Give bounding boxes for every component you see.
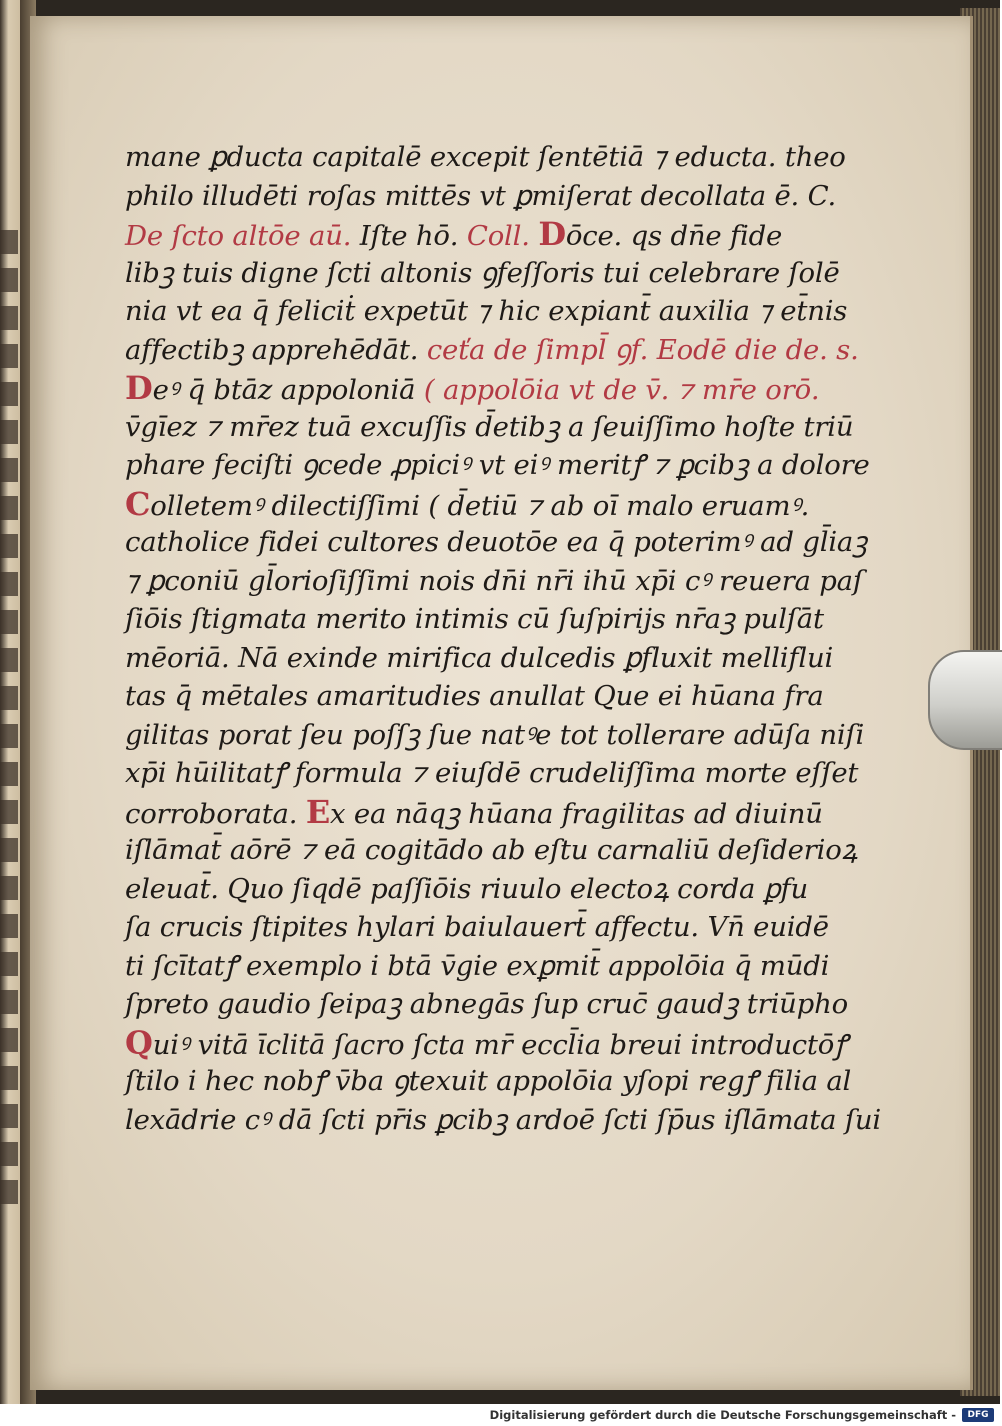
facing-page-line-fragment: [0, 800, 18, 824]
page-clip-holder: [928, 650, 1002, 750]
text-line: [125, 408, 854, 447]
facing-page-line-fragment: [0, 344, 18, 368]
facing-page-line-fragment: [0, 382, 18, 406]
body-text: iſlāmat̄ aōrē ⁊ eā cogitādo ab eſtu carnaliū deſiderioꝝ: [125, 834, 858, 866]
body-text: ſtilo i hec nobꝭ v̄ba ꝯtexuit appolōia yſopi regꝭ filia al: [125, 1065, 852, 1097]
body-text: x ea nāqꝫ hūana fragilitas ad diuinū: [330, 797, 823, 830]
red-initial: E: [305, 792, 331, 831]
body-text: Iſte hō.: [359, 220, 467, 252]
facing-page-line-fragment: [0, 762, 18, 786]
body-text: tas q̄ mētales amaritudies anullat Que ei hūana fra: [125, 680, 824, 712]
body-text: libꝫ tuis digne ſcti altonis ꝯfeſſoris tui celebrare ſolē: [125, 256, 840, 289]
text-line: [125, 600, 824, 639]
facing-page-line-fragment: [0, 572, 18, 596]
facing-page-line-fragment: [0, 1180, 18, 1204]
red-initial: C: [125, 484, 151, 523]
text-line: [125, 792, 823, 832]
red-initial: D: [125, 369, 153, 407]
body-text: ſiōis ſtigmata merito intimis cū ſuſpirijs nr̄aꝫ pulſāt: [125, 603, 824, 635]
text-line: [125, 831, 858, 870]
text-line: [125, 677, 824, 716]
text-line: [125, 446, 870, 485]
facing-page-line-fragment: [0, 1066, 18, 1090]
body-text: lexādrie cꝰ dā ſcti pr̄is ꝑcibꝫ ardoē ſcti ſp̄us iſlāmata ſui: [125, 1103, 881, 1136]
facing-page-line-fragment: [0, 420, 18, 444]
body-text: ōce. qs dn̄e fide: [565, 220, 783, 252]
facing-page-line-fragment: [0, 952, 18, 976]
body-text: phare feciſti ꝯcede ꝓpiciꝰ vt eiꝰ meritꝭ ⁊ ꝑcibꝫ a dolore: [125, 449, 870, 481]
facing-page-line-fragment: [0, 610, 18, 634]
body-text: gilitas porat ſeu poſſꝫ ſue natꝰe tot tollerare adūſa niſi: [125, 718, 865, 751]
facing-page-line-fragment: [0, 686, 18, 710]
body-text: nia vt ea q̄ feliciṫ expetūt ⁊ hic expiant̄ auxilia ⁊ et̄nis: [125, 295, 848, 327]
text-line: [125, 985, 848, 1024]
body-text: olletemꝰ dilectiſſimi ( d̄etiū ⁊ ab oī malo eruamꝰ.: [150, 489, 810, 522]
facing-page-line-fragment: [0, 268, 18, 292]
body-text: ti ſcītatꝭ exemplo i btā v̄gie exꝑmit̄ appolōia q̄ mūdi: [125, 949, 830, 982]
body-text: eꝰ q̄ btāz appoloniā: [152, 374, 424, 406]
facing-page-line-fragment: [0, 230, 18, 254]
body-text: ſa crucis ſtipites hylari baiulauert̄ affectu. Vn̄ euidē: [125, 911, 829, 943]
body-text: catholice fidei cultores deuotōe ea q̄ poterimꝰ ad gl̄iaꝫ: [125, 526, 867, 558]
body-text: affectibꝫ apprehēdāt.: [125, 333, 427, 366]
text-line: [125, 254, 840, 293]
facing-page-line-fragment: [0, 458, 18, 482]
facing-page-line-fragment: [0, 534, 18, 558]
body-text: ſpreto gaudio ſeipaꝫ abnegās ſup cruc̄ gaudꝫ triūpho: [125, 988, 848, 1020]
text-line: [125, 484, 810, 524]
dfg-logo: DFG: [962, 1408, 994, 1422]
rubric-text: Coll.: [466, 220, 539, 252]
text-line: [125, 215, 783, 254]
facing-page-line-fragment: [0, 914, 18, 938]
text-line: [125, 331, 859, 370]
body-text: uiꝰ vitā īclitā ſacro ſcta mr̄ eccl̄ia breui introductōꝭ: [152, 1028, 847, 1061]
rubric-text: ( appolōia vt de v̄. ⁊ mr̄e orō.: [423, 374, 820, 406]
text-line: [125, 292, 848, 331]
digitization-footer: [0, 1404, 1000, 1426]
text-line: [125, 1062, 852, 1101]
text-line: [125, 908, 829, 947]
text-line: [125, 1101, 881, 1140]
facing-page-line-fragment: [0, 838, 18, 862]
body-text: v̄gīez ⁊ mr̄ez tuā excuſſis d̄etibꝫ a ſeuiſſimo hoſte triū: [125, 410, 854, 443]
facing-page-line-fragment: [0, 1142, 18, 1166]
text-line: [125, 754, 859, 793]
text-line: [125, 870, 808, 909]
body-text: xp̄i hūilitatꝭ formula ⁊ eiuſdē crudeliſſima morte eſſet: [125, 757, 859, 789]
body-text: corroborata.: [125, 797, 306, 830]
text-line: [125, 1023, 847, 1063]
text-line: [125, 562, 863, 601]
text-line: [125, 716, 865, 755]
facing-page-line-fragment: [0, 648, 18, 672]
facing-page-line-fragment: [0, 724, 18, 748]
body-text: ⁊ ꝑconiū gl̄orioſiſſimi nois dn̄i nr̄i ihū xp̄i cꝰ reuera paſ: [125, 564, 863, 597]
facing-page-line-fragment: [0, 1028, 18, 1052]
facing-page-line-fragment: [0, 306, 18, 330]
body-text: mane ꝑducta capitalē excepit ſentētiā ⁊ educta. theo: [125, 141, 846, 173]
rubric-text: De ſcto altōe aū.: [125, 220, 360, 252]
text-line: [125, 177, 837, 216]
facing-page-line-fragment: [0, 876, 18, 900]
text-line: [125, 639, 834, 678]
text-line: [125, 369, 820, 408]
body-text: philo illudēti roſas mittēs vt ꝑmiſerat decollata ē. C.: [125, 179, 837, 212]
footer-credit-text: Digitalisierung gefördert durch die Deutsche Forschungsgemeinschaft -: [489, 1408, 956, 1422]
red-initial: Q: [125, 1023, 153, 1062]
facing-page-line-fragment: [0, 1104, 18, 1128]
facing-page-line-fragment: [0, 990, 18, 1014]
facing-page-line-fragment: [0, 496, 18, 520]
text-line: [125, 947, 830, 986]
text-line: [125, 138, 846, 177]
body-text: mēoriā. Nā exinde mirifica dulcedis ꝑfluxit melliflui: [125, 641, 834, 674]
text-line: [125, 523, 867, 562]
printed-text-block: [125, 138, 881, 1139]
rubric-text: ceťa de ſimpl̄ ꝯf. Eodē die de. s.: [426, 333, 859, 366]
body-text: eleuat̄. Quo ſiqdē paſſiōis riuulo electoꝝ corda ꝑfu: [125, 872, 808, 905]
red-initial: D: [538, 215, 566, 253]
